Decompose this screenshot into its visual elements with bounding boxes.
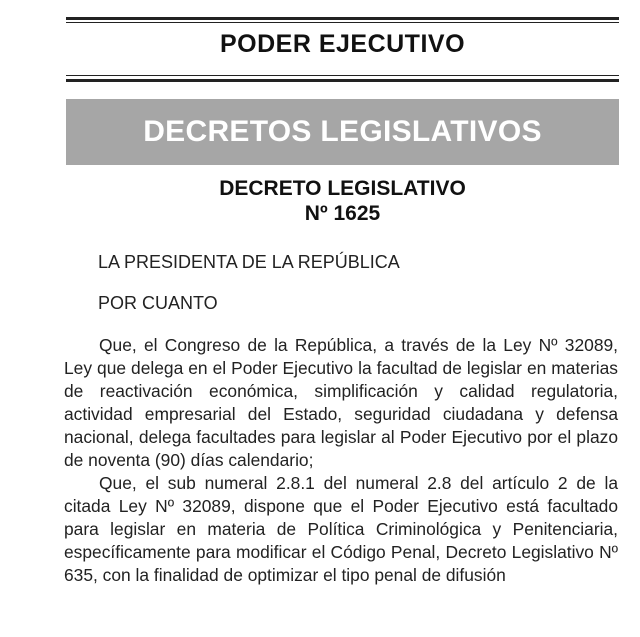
paragraph: Que, el Congreso de la República, a través de la Ley Nº 32089, Ley que delega en el Poder Ejecutivo la facultad de legislar en materias de reactivación económica, simplificación y calidad regulatoria, actividad empresarial del Estado, seguridad ciudadana y defensa nacional, delega facultades para legislar al Poder Ejecutivo por el plazo de noventa (90) días calendario; <box>64 335 618 470</box>
por-cuanto-line: POR CUANTO <box>98 293 218 313</box>
section-heading: PODER EJECUTIVO <box>219 30 466 58</box>
decree-title <box>66 176 619 226</box>
category-band: DECRETOS LEGISLATIVOS <box>66 99 619 165</box>
decree-number: Nº 1625 <box>304 202 381 225</box>
top-rule-thick <box>66 17 619 20</box>
decree-title-line1: DECRETO LEGISLATIVO <box>219 177 466 200</box>
section-rule-thin <box>66 75 619 76</box>
section-rule-thick <box>66 79 619 82</box>
top-rule-thin <box>66 22 619 23</box>
decree-body <box>64 334 618 587</box>
issuer-line: LA PRESIDENTA DE LA REPÚBLICA <box>98 252 400 272</box>
paragraph: Que, el sub numeral 2.8.1 del numeral 2.8 del artículo 2 de la citada Ley Nº 32089, dispone que el Poder Ejecutivo está facultado para legislar en materia de Política Criminológica y Penitenciaria, específicamente para modificar el Código Penal, Decreto Legislativo Nº 635, con la finalidad de optimizar el tipo penal de difusión <box>64 473 618 585</box>
